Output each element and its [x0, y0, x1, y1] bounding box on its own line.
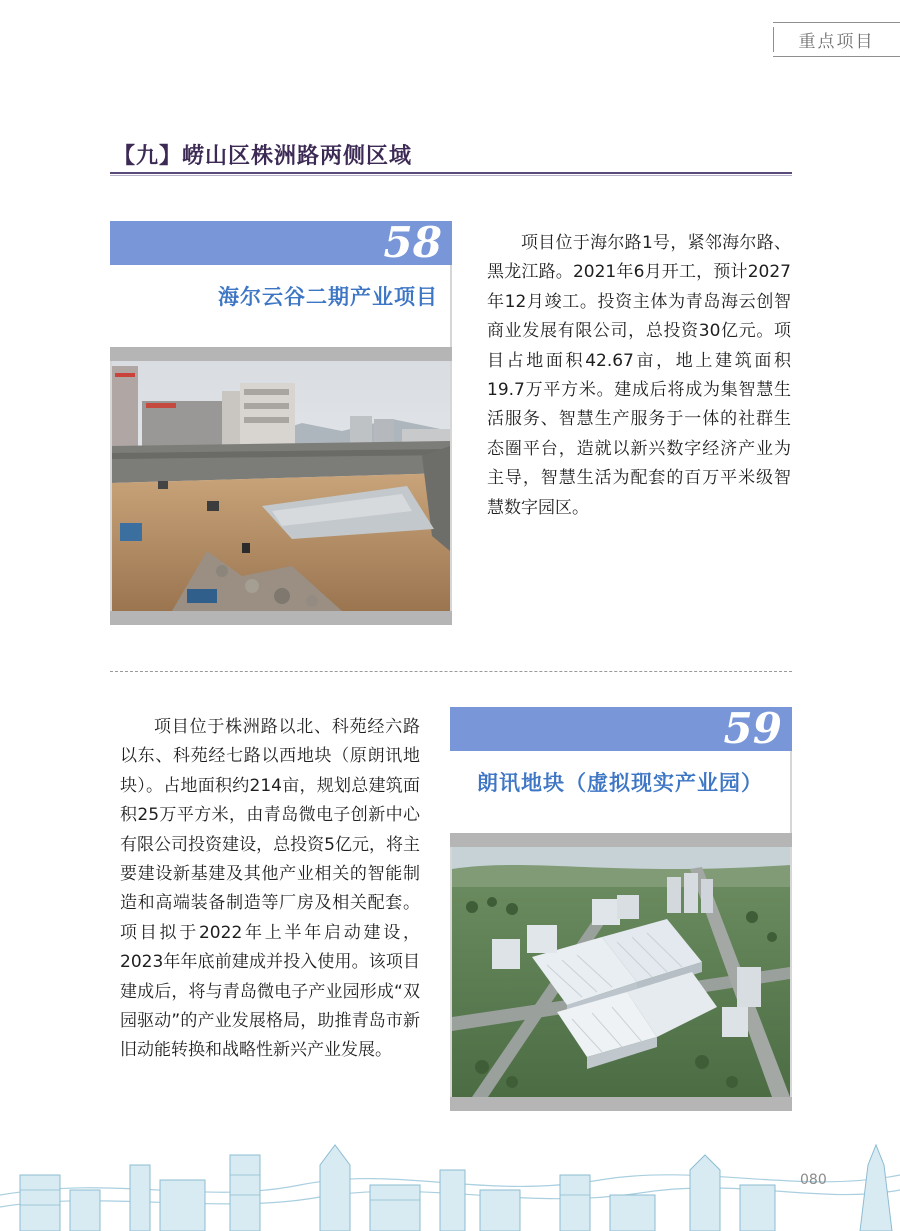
card-accent-bar: [450, 833, 792, 847]
project-number: 59: [723, 704, 782, 753]
project-card-58: [110, 218, 452, 625]
project-name: 朗讯地块（虚拟现实产业园）: [477, 771, 763, 795]
section-divider: [110, 172, 792, 174]
project-number: 58: [383, 218, 442, 267]
industrial-park-rendering: [450, 847, 792, 1097]
card-accent-bar: [110, 347, 452, 361]
project-name: 海尔云谷二期产业项目: [218, 285, 438, 309]
construction-site-image: [112, 361, 450, 611]
project-name-box: [110, 265, 452, 347]
card-accent-bar-bottom: [450, 1097, 792, 1111]
project-number-bar: [450, 704, 792, 753]
project-name-box: [450, 751, 792, 833]
project-description: 项目位于海尔路1号，紧邻海尔路、黑龙江路。2021年6月开工，预计2027年12月竣工。投资主体为青岛海云创智商业发展有限公司，总投资30亿元。项目占地面积42.67亩，地上建筑面积19.7万平方米。建成后将成为集智慧生活服务、智慧生产服务于一体的社群生态圈平台，造就以新兴数字经济产业为主导，智慧生活为配套的百万平米级智慧数字园区。: [487, 233, 791, 518]
project-card-59: [450, 704, 792, 1111]
footer-skyline-illustration: [0, 1135, 900, 1231]
construction-site-photo: [110, 361, 452, 611]
header-tag-text: 重点项目: [798, 32, 875, 52]
card-accent-bar-bottom: [110, 611, 452, 625]
header-section-tag: [773, 22, 900, 57]
project-number-bar: [110, 218, 452, 267]
page-number: 080: [800, 1172, 827, 1188]
project-description: 项目位于株洲路以北、科苑经六路以东、科苑经七路以西地块（原朗讯地块）。占地面积约214亩，规划总建筑面积25万平方米，由青岛微电子创新中心有限公司投资建设，总投资5亿元，将主要建设新基建及其他产业相关的智能制造和高端装备制造等厂房及相关配套。项目拟于2022年上半年启动建设，2023年年底前建成并投入使用。该项目建成后，将与青岛微电子产业园形成“双园驱动”的产业发展格局，助推青岛市新旧动能转换和战略性新兴产业发展。: [120, 717, 420, 1061]
project-separator: [110, 671, 792, 672]
section-title: 【九】崂山区株洲路两侧区域: [113, 144, 413, 169]
industrial-park-image: [452, 847, 790, 1097]
